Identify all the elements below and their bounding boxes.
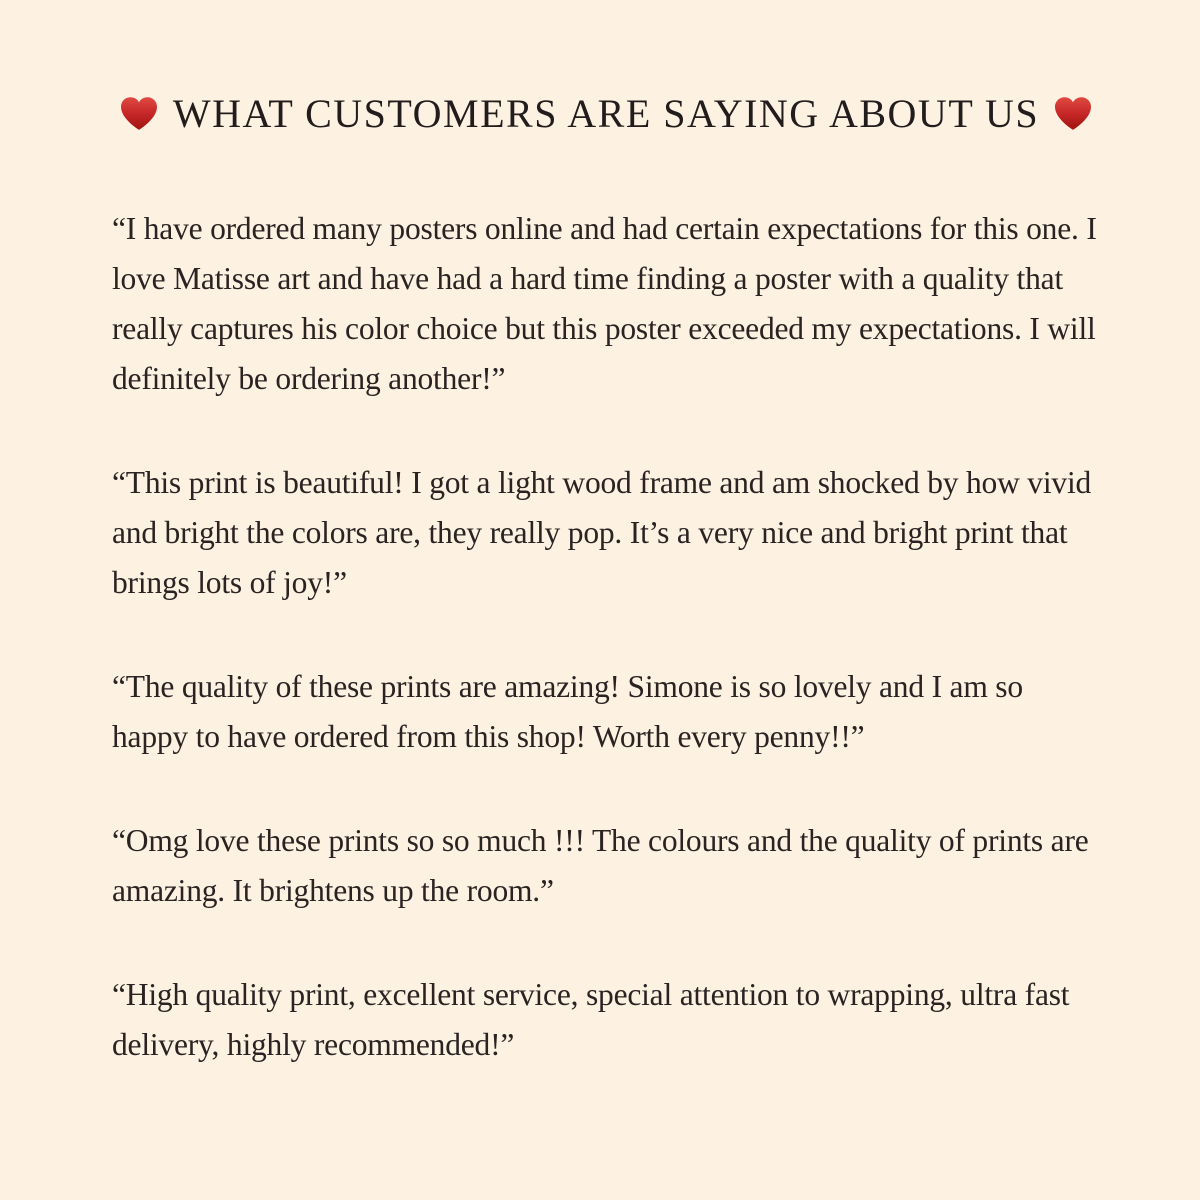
testimonial-quote: “I have ordered many posters online and had certain expectations for this one. I love Matisse art and have had a hard time finding a poster with a quality that really captures his color choice but this poster exceeded my expectations. I will definitely be ordering another!” (112, 211, 1097, 396)
section-heading-text: WHAT CUSTOMERS ARE SAYING ABOUT US (172, 91, 1040, 136)
testimonial-quote: “This print is beautiful! I got a light wood frame and am shocked by how vivid and bright the colors are, they really pop. It’s a very nice and bright print that brings lots of joy!” (112, 465, 1092, 600)
testimonial-quote: “The quality of these prints are amazing! Simone is so lovely and I am so happy to have ordered from this shop! Worth every penny!!” (112, 669, 1023, 754)
testimonials-list (112, 204, 1100, 1070)
section-heading (112, 0, 1100, 138)
testimonial-quote: “Omg love these prints so so much !!! The colours and the quality of prints are amazing. It brightens up the room.” (112, 823, 1089, 908)
testimonial-quote: “High quality print, excellent service, special attention to wrapping, ultra fast delivery, highly recommended!” (112, 977, 1070, 1062)
heart-icon (121, 93, 157, 126)
heart-icon (1055, 93, 1091, 126)
